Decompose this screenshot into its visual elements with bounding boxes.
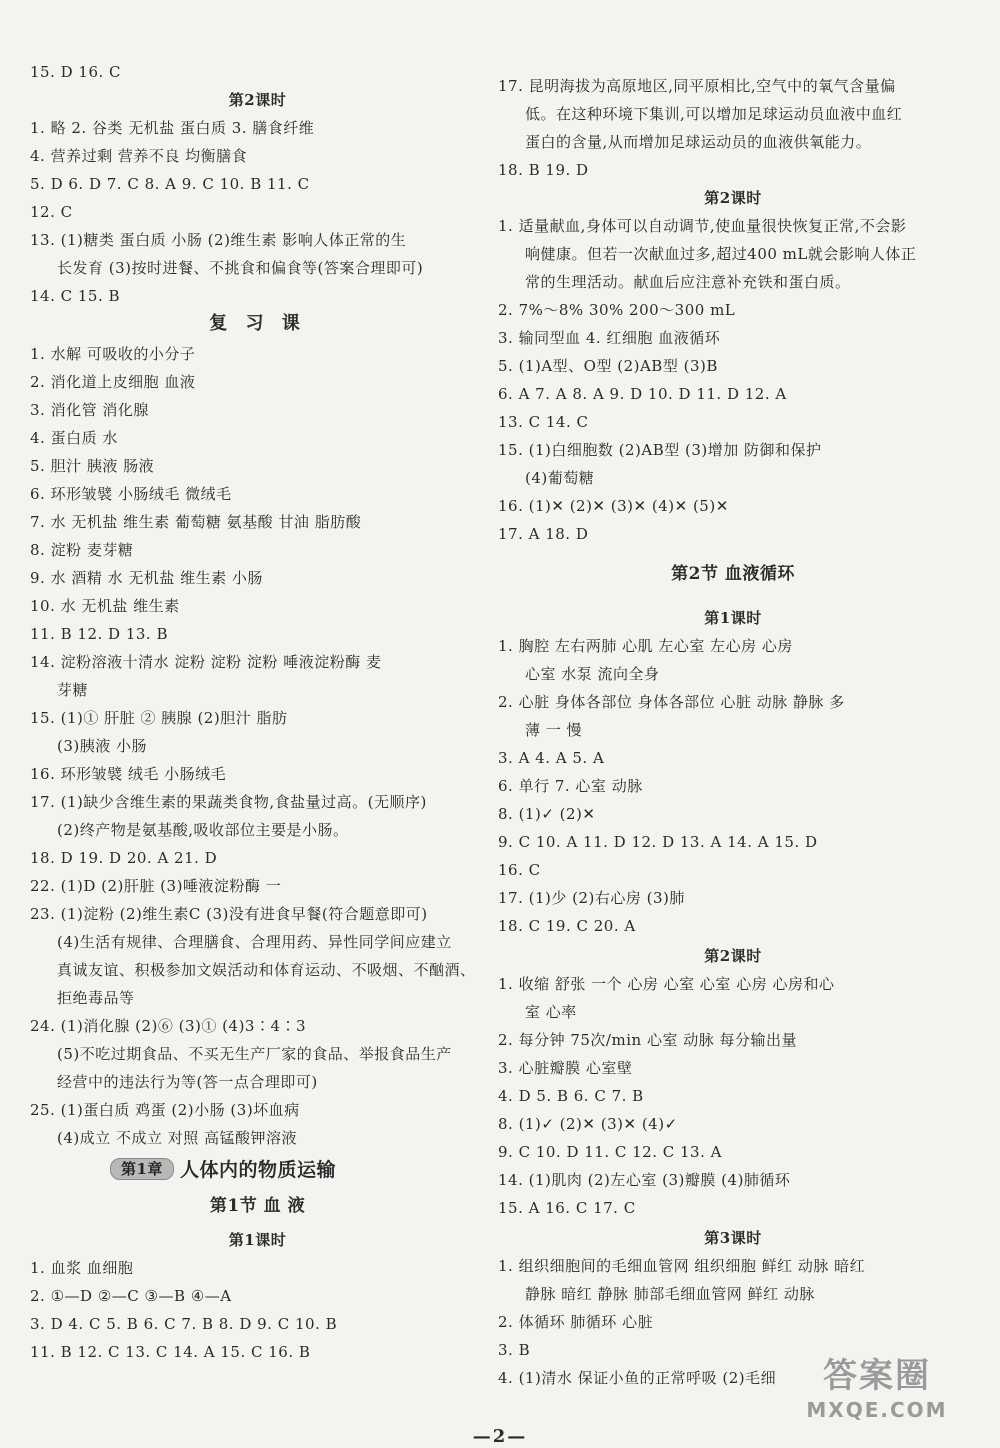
answer-text: 1. 组织细胞间的毛细血管网 组织细胞 鲜红 动脉 暗红 [498,1257,866,1275]
answer-line [30,400,485,420]
answer-line [498,832,968,852]
answer-line [498,160,968,180]
answer-line [30,904,485,924]
answer-text: 2. 消化道上皮细胞 血液 [30,373,196,391]
answer-line [30,792,485,812]
answer-text: (4)葡萄糖 [525,469,595,487]
answer-text: 第2课时 [704,189,762,207]
section-heading [30,1196,485,1216]
answer-line [30,1286,485,1306]
answer-text: 第2课时 [704,947,762,965]
answer-text: 复 习 课 [209,313,306,334]
lesson-heading [498,188,968,208]
answer-line [30,568,485,588]
answer-text: 心室 水泵 流向全身 [525,665,660,683]
answer-line [30,512,485,532]
answer-text: 3. 心脏瓣膜 心室壁 [498,1059,633,1077]
answer-continuation [30,988,485,1008]
answer-text: 真诚友谊、积极参加文娱活动和体育运动、不吸烟、不酗酒、 [57,961,476,979]
answer-text: 1. 血浆 血细胞 [30,1259,134,1277]
answer-line [498,888,968,908]
answer-text: 12. C [30,203,73,221]
answer-text: 16. (1)✕ (2)✕ (3)✕ (4)✕ (5)✕ [498,497,729,515]
answer-line [498,804,968,824]
answer-text: 15. A 16. C 17. C [498,1199,636,1217]
answer-text: 9. 水 酒精 水 无机盐 维生素 小肠 [30,569,263,587]
answer-line [498,748,968,768]
answer-text: 25. (1)蛋白质 鸡蛋 (2)小肠 (3)坏血病 [30,1101,300,1119]
answer-line [30,118,485,138]
answer-continuation [498,720,968,740]
answer-text: 9. C 10. A 11. D 12. D 13. A 14. A 15. D [498,833,818,851]
answer-text: 13. C 14. C [498,413,589,431]
answer-text: 4. D 5. B 6. C 7. B [498,1087,644,1105]
answer-line [498,1198,968,1218]
review-heading [30,314,485,334]
answer-line [30,456,485,476]
answer-line [498,216,968,236]
answer-text: 2. 体循环 肺循环 心脏 [498,1313,654,1331]
answer-text: 14. 淀粉溶液十清水 淀粉 淀粉 淀粉 唾液淀粉酶 麦 [30,653,382,671]
answer-continuation [498,244,968,264]
answer-text: 2. ①—D ②—C ③—B ④—A [30,1287,232,1305]
answer-text: 人体内的物质运输 [179,1159,336,1181]
answer-line [30,174,485,194]
answer-text: (4)成立 不成立 对照 高锰酸钾溶液 [57,1129,298,1147]
site-watermark [802,1354,952,1434]
answer-line [30,624,485,644]
answer-text: 第2课时 [228,91,287,109]
answer-text: 2. 心脏 身体各部位 身体各部位 心脏 动脉 静脉 多 [498,693,845,711]
answer-text: 14. C 15. B [30,287,121,305]
answer-text: 第1课时 [704,609,762,627]
answer-line [30,1342,485,1362]
answer-line [30,540,485,560]
answer-line [30,230,485,250]
answer-line [30,344,485,364]
answer-text: 15. D 16. C [30,63,122,81]
answer-text: 17. (1)少 (2)右心房 (3)肺 [498,889,685,907]
answer-line [30,428,485,448]
answer-text: 18. B 19. D [498,161,589,179]
answer-line [498,412,968,432]
answer-line [498,692,968,712]
watermark-logo: 答案圈 [823,1356,931,1396]
answer-continuation [498,132,968,152]
answer-text: 室 心率 [525,1003,577,1021]
answer-line [498,1058,968,1078]
answer-line [498,636,968,656]
answer-line [498,300,968,320]
answer-line [498,1256,968,1276]
answer-text: 1. 适量献血,身体可以自动调节,使血量很快恢复正常,不会影 [498,217,907,235]
answer-text: 4. 蛋白质 水 [30,429,118,447]
answer-text: 16. C [498,861,541,879]
answer-text: 1. 胸腔 左右两肺 心肌 左心室 左心房 心房 [498,637,793,655]
answer-text: 3. 输同型血 4. 红细胞 血液循环 [498,329,721,347]
answer-text: 蛋白的含量,从而增加足球运动员的血液供氧能力。 [525,133,872,151]
answer-continuation [30,1072,485,1092]
answer-text: 24. (1)消化腺 (2)⑥ (3)① (4)3∶4∶3 [30,1017,307,1035]
answer-line [498,776,968,796]
answer-text: 6. 单行 7. 心室 动脉 [498,777,643,795]
answer-continuation [498,1284,968,1304]
answer-line [30,286,485,306]
answer-text: 8. (1)✓ (2)✕ [498,805,596,823]
answer-line [30,484,485,504]
answer-line [30,1258,485,1278]
answer-text: 11. B 12. C 13. C 14. A 15. C 16. B [30,1343,311,1361]
answer-text: 16. 环形皱襞 绒毛 小肠绒毛 [30,765,227,783]
answer-text: 2. 7%～8% 30% 200～300 mL [498,301,736,319]
answer-continuation [498,468,968,488]
answer-text: 第3课时 [704,1229,762,1247]
lesson-heading [498,946,968,966]
answer-text: (5)不吃过期食品、不买无生产厂家的食品、举报食品生产 [57,1045,452,1063]
lesson-heading [498,608,968,628]
watermark-url: MXQE.COM [806,1398,948,1422]
lesson-heading [498,1228,968,1248]
answer-text: 1. 收缩 舒张 一个 心房 心室 心室 心房 心房和心 [498,975,835,993]
answer-text: 6. A 7. A 8. A 9. D 10. D 11. D 12. A [498,385,787,403]
answer-text: 拒绝毒品等 [57,989,135,1007]
answer-continuation [498,1002,968,1022]
answer-line [498,1142,968,1162]
answer-line [30,596,485,616]
answer-text: (2)终产物是氨基酸,吸收部位主要是小肠。 [57,821,349,839]
answer-line [30,1100,485,1120]
answer-line [498,1170,968,1190]
answer-line [498,328,968,348]
answer-text: 常的生理活动。献血后应注意补充铁和蛋白质。 [525,273,851,291]
answer-continuation [30,1044,485,1064]
page-number: —2— [472,1426,528,1447]
answer-line [30,708,485,728]
answer-text: 薄 一 慢 [525,721,583,739]
answer-text: 长发育 (3)按时进餐、不挑食和偏食等(答案合理即可) [57,259,424,277]
answer-line [30,764,485,784]
answer-text: 5. D 6. D 7. C 8. A 9. C 10. B 11. C [30,175,310,193]
answer-line [30,202,485,222]
answer-line [498,860,968,880]
answer-line [30,146,485,166]
answer-text: 低。在这种环境下集训,可以增加足球运动员血液中血红 [525,105,903,123]
answer-text: 18. C 19. C 20. A [498,917,636,935]
answer-text: 17. A 18. D [498,525,589,543]
answer-text: 第1节 血 液 [209,1196,306,1216]
answer-line [498,524,968,544]
answer-continuation [30,932,485,952]
answer-text: 静脉 暗红 静脉 肺部毛细血管网 鲜红 动脉 [525,1285,815,1303]
answer-continuation [498,104,968,124]
answer-text: 4. 营养过剩 营养不良 均衡膳食 [30,147,248,165]
answer-text: 3. D 4. C 5. B 6. C 7. B 8. D 9. C 10. B [30,1315,338,1333]
left-answer-column [30,62,485,1362]
answer-text: 响健康。但若一次献血过多,超过400 mL就会影响人体正 [525,245,917,263]
answer-text: 3. 消化管 消化腺 [30,401,149,419]
answer-text: 8. (1)✓ (2)✕ (3)✕ (4)✓ [498,1115,678,1133]
answer-text: 3. B [498,1341,531,1359]
answer-text: 13. (1)糖类 蛋白质 小肠 (2)维生素 影响人体正常的生 [30,231,407,249]
answer-text: 第2节 血液循环 [671,564,795,584]
answer-line [30,1016,485,1036]
answer-text: 6. 环形皱襞 小肠绒毛 微绒毛 [30,485,232,503]
answer-line [30,62,485,82]
answer-continuation [30,820,485,840]
lesson-heading [30,1230,485,1250]
answer-text: 22. (1)D (2)肝脏 (3)唾液淀粉酶 一 [30,877,282,895]
answer-line [498,974,968,994]
right-answer-column [498,62,968,1388]
answer-line [498,76,968,96]
answer-line [30,1314,485,1334]
answer-continuation [30,258,485,278]
answer-text: 1. 水解 可吸收的小分子 [30,345,196,363]
answer-line [498,1086,968,1106]
answer-text: 1. 略 2. 谷类 无机盐 蛋白质 3. 膳食纤维 [30,119,315,137]
answer-line [498,356,968,376]
answer-line [498,916,968,936]
chapter-badge: 第1章 [110,1158,174,1180]
answer-line [30,876,485,896]
answer-text: 5. 胆汁 胰液 肠液 [30,457,155,475]
answer-text: (3)胰液 小肠 [57,737,148,755]
answer-line [498,496,968,516]
answer-continuation [498,664,968,684]
answer-text: 18. D 19. D 20. A 21. D [30,849,218,867]
answer-text: 7. 水 无机盐 维生素 葡萄糖 氨基酸 甘油 脂肪酸 [30,513,362,531]
answer-text: 5. (1)A型、O型 (2)AB型 (3)B [498,357,718,375]
answer-line [498,1312,968,1332]
answer-line [498,1114,968,1134]
answer-text: 3. A 4. A 5. A [498,749,605,767]
answer-text: 9. C 10. D 11. C 12. C 13. A [498,1143,722,1161]
answer-text: (4)生活有规律、合理膳食、合理用药、异性同学间应建立 [57,933,452,951]
chapter-heading [30,1158,485,1180]
answer-line [498,384,968,404]
answer-text: 11. B 12. D 13. B [30,625,168,643]
answer-line [498,1030,968,1050]
answer-text: 15. (1)① 肝脏 ② 胰腺 (2)胆汁 脂肪 [30,709,288,727]
answer-continuation [30,960,485,980]
answer-text: 17. 昆明海拔为高原地区,同平原相比,空气中的氧气含量偏 [498,77,896,95]
answer-line [30,848,485,868]
answer-text: 14. (1)肌肉 (2)左心室 (3)瓣膜 (4)肺循环 [498,1171,791,1189]
lesson-heading [30,90,485,110]
answer-text: 芽糖 [57,681,89,699]
answer-text: 经营中的违法行为等(答一点合理即可) [57,1073,318,1091]
answer-line [498,440,968,460]
answer-continuation [30,736,485,756]
answer-text: 17. (1)缺少含维生素的果蔬类食物,食盐量过高。(无顺序) [30,793,427,811]
answer-text: 23. (1)淀粉 (2)维生素C (3)没有进食早餐(符合题意即可) [30,905,428,923]
answer-text: 8. 淀粉 麦芽糖 [30,541,134,559]
section-heading [498,564,968,584]
answer-text: 4. (1)清水 保证小鱼的正常呼吸 (2)毛细 [498,1369,777,1387]
answer-continuation [498,272,968,292]
answer-text: 15. (1)白细胞数 (2)AB型 (3)增加 防御和保护 [498,441,822,459]
answer-continuation [30,680,485,700]
answer-text: 10. 水 无机盐 维生素 [30,597,180,615]
answer-line [30,652,485,672]
answer-text: 2. 每分钟 75次/min 心室 动脉 每分输出量 [498,1031,797,1049]
answer-continuation [30,1128,485,1148]
answer-line [30,372,485,392]
answer-text: 第1课时 [228,1231,287,1249]
